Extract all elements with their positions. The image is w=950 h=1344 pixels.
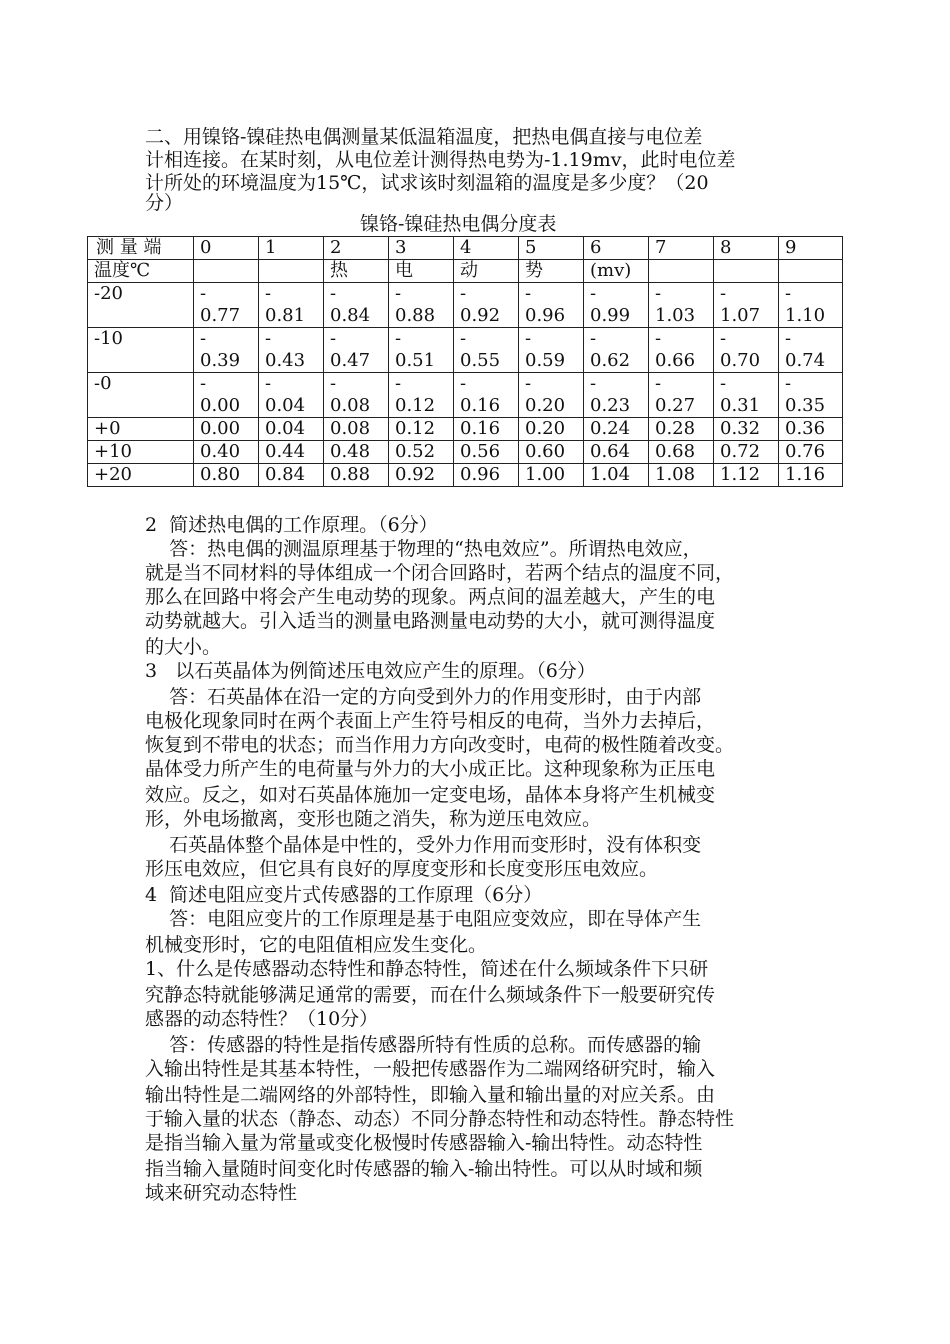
header-cell: 动 [454, 260, 519, 283]
value-text: 0.48 [330, 441, 371, 462]
question2-line-3: 计所处的环境温度为15℃，试求该时刻温箱的温度是多少度？（20 [145, 172, 709, 194]
body-line: 机械变形时，它的电阻值相应发生变化。 [145, 934, 488, 956]
value-cell [324, 283, 389, 328]
value-cell [194, 373, 259, 418]
value-text: 1.07 [720, 305, 761, 326]
negative-sign: - [200, 328, 207, 349]
body-line: 指当输入量随时间变化时传感器的输入-输出特性。可以从时域和频 [145, 1158, 703, 1180]
value-cell [519, 373, 584, 418]
value-cell [259, 464, 324, 487]
value-cell [519, 328, 584, 373]
value-text: 0.66 [655, 350, 696, 371]
value-text: 0.36 [785, 418, 826, 439]
value-cell [519, 283, 584, 328]
body-line: 答：热电偶的测温原理基于物理的“热电效应”。所谓热电效应， [145, 538, 702, 560]
body-line: 那么在回路中将会产生电动势的现象。两点间的温差越大，产生的电 [145, 586, 716, 608]
header-cell: 热 [324, 260, 389, 283]
value-text: 0.40 [200, 441, 241, 462]
row-label-cell: +20 [88, 464, 194, 487]
value-text: 0.04 [265, 418, 306, 439]
value-text: 1.16 [785, 464, 826, 485]
table-row [88, 464, 843, 487]
body-line: 答：电阻应变片的工作原理是基于电阻应变效应，即在导体产生 [145, 908, 702, 930]
value-text: 0.04 [265, 395, 306, 416]
value-cell [584, 418, 649, 441]
value-text: 0.32 [720, 418, 761, 439]
value-cell [389, 418, 454, 441]
value-cell [519, 441, 584, 464]
negative-sign: - [525, 283, 532, 304]
body-line: 是指当输入量为常量或变化极慢时传感器输入-输出特性。动态特性 [145, 1132, 703, 1154]
value-text: 0.59 [525, 350, 566, 371]
body-line: 的大小。 [145, 636, 222, 658]
value-text: 0.84 [330, 305, 371, 326]
value-cell [324, 328, 389, 373]
negative-sign: - [395, 373, 402, 394]
negative-sign: - [330, 373, 337, 394]
value-cell [779, 441, 843, 464]
value-text: 1.03 [655, 305, 696, 326]
table-header-row-2 [88, 260, 843, 283]
body-line: 晶体受力所产生的电荷量与外力的大小成正比。这种现象称为正压电 [145, 758, 716, 780]
body-line: 石英晶体整个晶体是中性的，受外力作用而变形时，没有体积变 [145, 834, 702, 856]
header-cell: 测 量 端 [88, 237, 194, 260]
negative-sign: - [590, 328, 597, 349]
value-text: 0.08 [330, 395, 371, 416]
value-text: 0.81 [265, 305, 306, 326]
negative-sign: - [525, 328, 532, 349]
table-row [88, 441, 843, 464]
value-cell [324, 441, 389, 464]
negative-sign: - [720, 328, 727, 349]
value-cell [584, 328, 649, 373]
negative-sign: - [265, 283, 272, 304]
value-cell [779, 328, 843, 373]
value-cell [389, 328, 454, 373]
value-cell [714, 464, 779, 487]
row-label-cell: +0 [88, 418, 194, 441]
row-label-cell: +10 [88, 441, 194, 464]
row-label-cell: -20 [88, 283, 194, 328]
value-text: 0.44 [265, 441, 306, 462]
header-cell: 6 [584, 237, 649, 260]
value-cell [194, 283, 259, 328]
negative-sign: - [785, 328, 792, 349]
value-text: 0.08 [330, 418, 371, 439]
body-line: 形压电效应，但它具有良好的厚度变形和长度变形压电效应。 [145, 858, 659, 880]
value-cell [454, 328, 519, 373]
value-cell [779, 283, 843, 328]
table-header-row-1 [88, 237, 843, 260]
negative-sign: - [395, 328, 402, 349]
value-text: 0.84 [265, 464, 306, 485]
table-body [88, 283, 843, 487]
value-cell [194, 464, 259, 487]
value-cell [324, 418, 389, 441]
negative-sign: - [460, 283, 467, 304]
value-cell [259, 441, 324, 464]
table-row [88, 328, 843, 373]
value-text: 1.00 [525, 464, 566, 485]
value-cell [584, 441, 649, 464]
value-text: 0.68 [655, 441, 696, 462]
body-line: 域来研究动态特性 [145, 1182, 298, 1204]
header-cell [714, 260, 779, 283]
header-cell: 0 [194, 237, 259, 260]
question2-line-4: 分） [145, 192, 184, 214]
value-text: 0.92 [460, 305, 501, 326]
body-line: 入输出特性是其基本特性，一般把传感器作为二端网络研究时，输入 [145, 1058, 716, 1080]
value-text: 0.88 [330, 464, 371, 485]
value-cell [649, 464, 714, 487]
value-cell [454, 464, 519, 487]
value-cell [454, 441, 519, 464]
negative-sign: - [265, 328, 272, 349]
header-cell: 2 [324, 237, 389, 260]
value-cell [194, 328, 259, 373]
negative-sign: - [395, 283, 402, 304]
value-text: 0.55 [460, 350, 501, 371]
value-text: 0.00 [200, 418, 241, 439]
value-cell [714, 418, 779, 441]
thermocouple-table [87, 236, 843, 487]
negative-sign: - [200, 283, 207, 304]
value-cell [454, 283, 519, 328]
value-cell [584, 283, 649, 328]
value-text: 0.12 [395, 395, 436, 416]
value-cell [779, 464, 843, 487]
value-text: 0.00 [200, 395, 241, 416]
value-text: 0.16 [460, 418, 501, 439]
value-text: 0.39 [200, 350, 241, 371]
value-cell [194, 441, 259, 464]
value-cell [649, 441, 714, 464]
negative-sign: - [785, 373, 792, 394]
value-cell [714, 441, 779, 464]
value-text: 0.60 [525, 441, 566, 462]
value-cell [389, 283, 454, 328]
body-line: 感器的动态特性？（10分） [145, 1008, 379, 1030]
negative-sign: - [655, 373, 662, 394]
body-line: 3 以石英晶体为例简述压电效应产生的原理。（6分） [145, 660, 596, 682]
header-cell [779, 260, 843, 283]
header-cell [194, 260, 259, 283]
value-cell [779, 418, 843, 441]
body-line: 2 简述热电偶的工作原理。（6分） [145, 514, 438, 536]
negative-sign: - [330, 283, 337, 304]
body-line: 形，外电场撤离，变形也随之消失，称为逆压电效应。 [145, 808, 602, 830]
value-cell [649, 283, 714, 328]
value-text: 0.72 [720, 441, 761, 462]
value-cell [714, 328, 779, 373]
value-cell [389, 464, 454, 487]
value-cell [259, 328, 324, 373]
value-cell [649, 373, 714, 418]
value-text: 0.76 [785, 441, 826, 462]
value-text: 1.04 [590, 464, 631, 485]
value-text: 0.70 [720, 350, 761, 371]
value-text: 0.47 [330, 350, 371, 371]
body-line: 动势就越大。引入适当的测量电路测量电动势的大小，就可测得温度 [145, 610, 716, 632]
body-line: 4 简述电阻应变片式传感器的工作原理（6分） [145, 884, 543, 906]
value-text: 0.24 [590, 418, 631, 439]
value-text: 0.52 [395, 441, 436, 462]
value-text: 0.74 [785, 350, 826, 371]
body-line: 究静态特就能够满足通常的需要，而在什么频域条件下一般要研究传 [145, 984, 716, 1006]
body-line: 就是当不同材料的导体组成一个闭合回路时，若两个结点的温度不同， [145, 562, 735, 584]
value-text: 0.16 [460, 395, 501, 416]
table-caption: 镍铬-镍硅热电偶分度表 [360, 213, 557, 235]
negative-sign: - [655, 283, 662, 304]
value-cell [389, 373, 454, 418]
value-text: 0.20 [525, 395, 566, 416]
negative-sign: - [590, 373, 597, 394]
value-text: 0.64 [590, 441, 631, 462]
value-cell [194, 418, 259, 441]
negative-sign: - [720, 283, 727, 304]
value-text: 1.10 [785, 305, 826, 326]
value-text: 1.08 [655, 464, 696, 485]
negative-sign: - [460, 328, 467, 349]
value-cell [259, 418, 324, 441]
body-line: 答：石英晶体在沿一定的方向受到外力的作用变形时，由于内部 [145, 686, 702, 708]
header-cell: 4 [454, 237, 519, 260]
value-cell [454, 373, 519, 418]
table-row [88, 373, 843, 418]
header-cell: 温度℃ [88, 260, 194, 283]
value-cell [649, 418, 714, 441]
value-cell [714, 373, 779, 418]
body-line: 恢复到不带电的状态；而当作用力方向改变时，电荷的极性随着改变。 [145, 734, 735, 756]
table-row [88, 283, 843, 328]
header-cell: 3 [389, 237, 454, 260]
value-text: 0.28 [655, 418, 696, 439]
value-text: 0.43 [265, 350, 306, 371]
value-text: 0.27 [655, 395, 696, 416]
body-line: 电极化现象同时在两个表面上产生符号相反的电荷，当外力去掉后， [145, 710, 716, 732]
body-line: 于输入量的状态（静态、动态）不同分静态特性和动态特性。静态特性 [145, 1108, 735, 1130]
header-cell: 9 [779, 237, 843, 260]
negative-sign: - [265, 373, 272, 394]
value-cell [584, 373, 649, 418]
question2-line-2: 计相连接。在某时刻，从电位差计测得热电势为-1.19mv，此时电位差 [145, 149, 736, 171]
value-text: 0.80 [200, 464, 241, 485]
table-row [88, 418, 843, 441]
value-text: 0.96 [525, 305, 566, 326]
body-line: 答：传感器的特性是指传感器所特有性质的总称。而传感器的输 [145, 1034, 702, 1056]
body-line: 输出特性是二端网络的外部特性，即输入量和输出量的对应关系。由 [145, 1084, 716, 1106]
header-cell: (mv) [584, 260, 649, 283]
negative-sign: - [785, 283, 792, 304]
header-cell: 5 [519, 237, 584, 260]
value-cell [259, 283, 324, 328]
body-line: 效应。反之，如对石英晶体施加一定变电场，晶体本身将产生机械变 [145, 784, 716, 806]
value-cell [714, 283, 779, 328]
header-cell [649, 260, 714, 283]
negative-sign: - [720, 373, 727, 394]
value-text: 1.12 [720, 464, 761, 485]
value-text: 0.62 [590, 350, 631, 371]
value-text: 0.20 [525, 418, 566, 439]
value-cell [584, 464, 649, 487]
value-text: 0.77 [200, 305, 241, 326]
negative-sign: - [330, 328, 337, 349]
body-line: 1、什么是传感器动态特性和静态特性，简述在什么频域条件下只研 [145, 958, 709, 980]
value-cell [259, 373, 324, 418]
negative-sign: - [525, 373, 532, 394]
value-cell [454, 418, 519, 441]
negative-sign: - [655, 328, 662, 349]
value-cell [324, 464, 389, 487]
value-cell [519, 464, 584, 487]
value-cell [779, 373, 843, 418]
row-label-cell: -0 [88, 373, 194, 418]
value-text: 0.23 [590, 395, 631, 416]
value-text: 0.88 [395, 305, 436, 326]
negative-sign: - [590, 283, 597, 304]
value-text: 0.56 [460, 441, 501, 462]
value-text: 0.99 [590, 305, 631, 326]
value-cell [389, 441, 454, 464]
header-cell: 8 [714, 237, 779, 260]
header-cell: 势 [519, 260, 584, 283]
question2-line-1: 二、用镍铬-镍硅热电偶测量某低温箱温度，把热电偶直接与电位差 [145, 126, 703, 148]
header-cell: 1 [259, 237, 324, 260]
value-text: 0.96 [460, 464, 501, 485]
value-cell [324, 373, 389, 418]
value-cell [649, 328, 714, 373]
value-text: 0.31 [720, 395, 761, 416]
value-text: 0.51 [395, 350, 436, 371]
negative-sign: - [200, 373, 207, 394]
row-label-cell: -10 [88, 328, 194, 373]
header-cell [259, 260, 324, 283]
header-cell: 电 [389, 260, 454, 283]
header-cell: 7 [649, 237, 714, 260]
value-text: 0.35 [785, 395, 826, 416]
negative-sign: - [460, 373, 467, 394]
value-text: 0.92 [395, 464, 436, 485]
value-cell [519, 418, 584, 441]
value-text: 0.12 [395, 418, 436, 439]
